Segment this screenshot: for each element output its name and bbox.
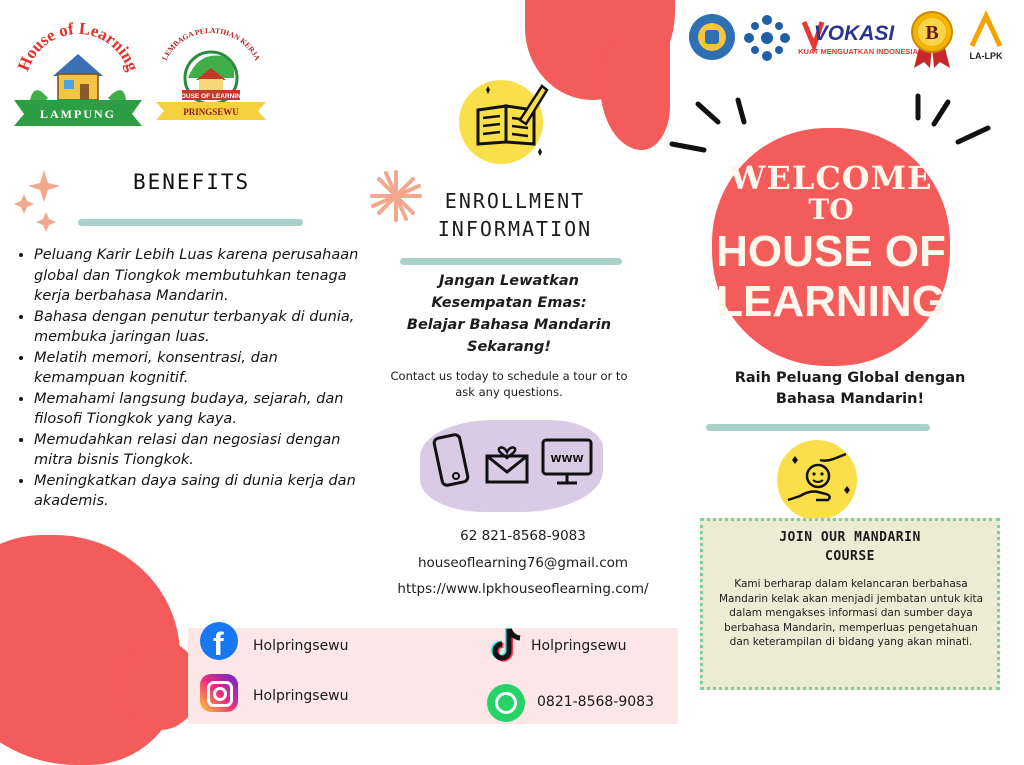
whatsapp-number[interactable]: 0821-8568-9083: [537, 694, 654, 710]
kemnaker-logo: [741, 12, 793, 64]
kemendikbud-logo: [689, 14, 735, 60]
list-item: • Bahasa dengan penutur terbanyak di dunia, membuka jaringan luas.: [34, 307, 364, 348]
welcome-subtitle: Raih Peluang Global dengan Bahasa Mandarin!: [734, 370, 966, 407]
svg-text:HOUSE OF LEARNING: HOUSE OF LEARNING: [176, 93, 246, 100]
list-item: • Meningkatkan daya saing di dunia kerja dan akademis.: [34, 471, 364, 512]
la-lpk-logo: [962, 12, 1010, 64]
benefits-title: BENEFITS: [133, 170, 251, 194]
vokasi-logo: [798, 12, 918, 62]
welcome-divider: [706, 424, 930, 431]
coral-blob-top-tail: [600, 40, 670, 150]
list-item: • Peluang Karir Lebih Luas karena perusahaan global dan Tiongkok membutuhkan tenaga kerja berbahasa Mandarin.: [34, 245, 364, 307]
svg-text:PRINGSEWU: PRINGSEWU: [183, 107, 239, 117]
facebook-icon: f: [200, 622, 238, 660]
facebook-handle[interactable]: Holpringsewu: [253, 638, 349, 654]
list-item: • Memahami langsung budaya, sejarah, dan filosofi Tiongkok yang kaya.: [34, 389, 364, 430]
contact-phone[interactable]: 62 821-8568-9083: [460, 528, 586, 544]
list-item: • Memudahkan relasi dan negosiasi dengan mitra bisnis Tiongkok.: [34, 430, 364, 471]
contact-note: Contact us today to schedule a tour or to ask any questions.: [390, 369, 628, 399]
join-course-description: Kami berharap dalam kelancaran berbahasa Mandarin kelak akan menjadi jembatan untuk kita dalam mengakses informasi dan sumber daya berbahasa Mandarin, memperluas pengetahuan dan keterampilan di bidang yang akan minati.: [718, 578, 984, 648]
benefits-list: [14, 245, 364, 512]
phone-icon: [432, 432, 472, 490]
enrollment-tagline: Jangan Lewatkan Kesempatan Emas: Belajar Bahasa Mandarin Sekarang!: [406, 273, 612, 355]
enrollment-title: ENROLLMENT INFORMATION: [437, 189, 593, 241]
svg-text:B: B: [925, 22, 939, 44]
mail-icon: [483, 440, 531, 486]
benefits-divider: [78, 219, 303, 226]
list-item: • Melatih memori, konsentrasi, dan kemampuan kognitif.: [34, 348, 364, 389]
lpk-pringsewu-logo: [152, 22, 270, 122]
svg-text:VOKASI: VOKASI: [813, 22, 895, 45]
svg-text:LA-LPK: LA-LPK: [969, 51, 1003, 61]
contact-website[interactable]: https://www.lpkhouseoflearning.com/: [397, 581, 649, 597]
svg-text:House of Learning: House of Learning: [13, 18, 143, 74]
instagram-icon: [200, 674, 238, 712]
svg-text:KUAT MENGUATKAN INDONESIA: KUAT MENGUATKAN INDONESIA: [798, 47, 918, 56]
whatsapp-icon: [487, 684, 525, 722]
join-course-title: JOIN OUR MANDARIN COURSE: [779, 530, 921, 564]
accreditation-badge: [910, 10, 954, 70]
book-icon: [468, 80, 550, 162]
care-hands-icon: [780, 446, 858, 514]
sparkle-icon: [14, 170, 66, 232]
svg-text:LAMPUNG: LAMPUNG: [40, 107, 116, 121]
instagram-handle[interactable]: Holpringsewu: [253, 688, 349, 704]
house-of-learning-lampung-logo: [8, 14, 148, 129]
tiktok-icon: [490, 626, 524, 664]
contact-email[interactable]: houseoflearning76@gmail.com: [417, 555, 629, 571]
tiktok-handle[interactable]: Holpringsewu: [531, 638, 627, 654]
enrollment-divider: [400, 258, 622, 265]
website-icon: [539, 436, 595, 488]
svg-text:WWW: WWW: [550, 454, 584, 465]
svg-text:LEMBAGA PELATIHAN KERJA: LEMBAGA PELATIHAN KERJA: [159, 25, 263, 62]
welcome-heading: WELCOME TO HOUSE OF LEARNING: [716, 159, 946, 326]
